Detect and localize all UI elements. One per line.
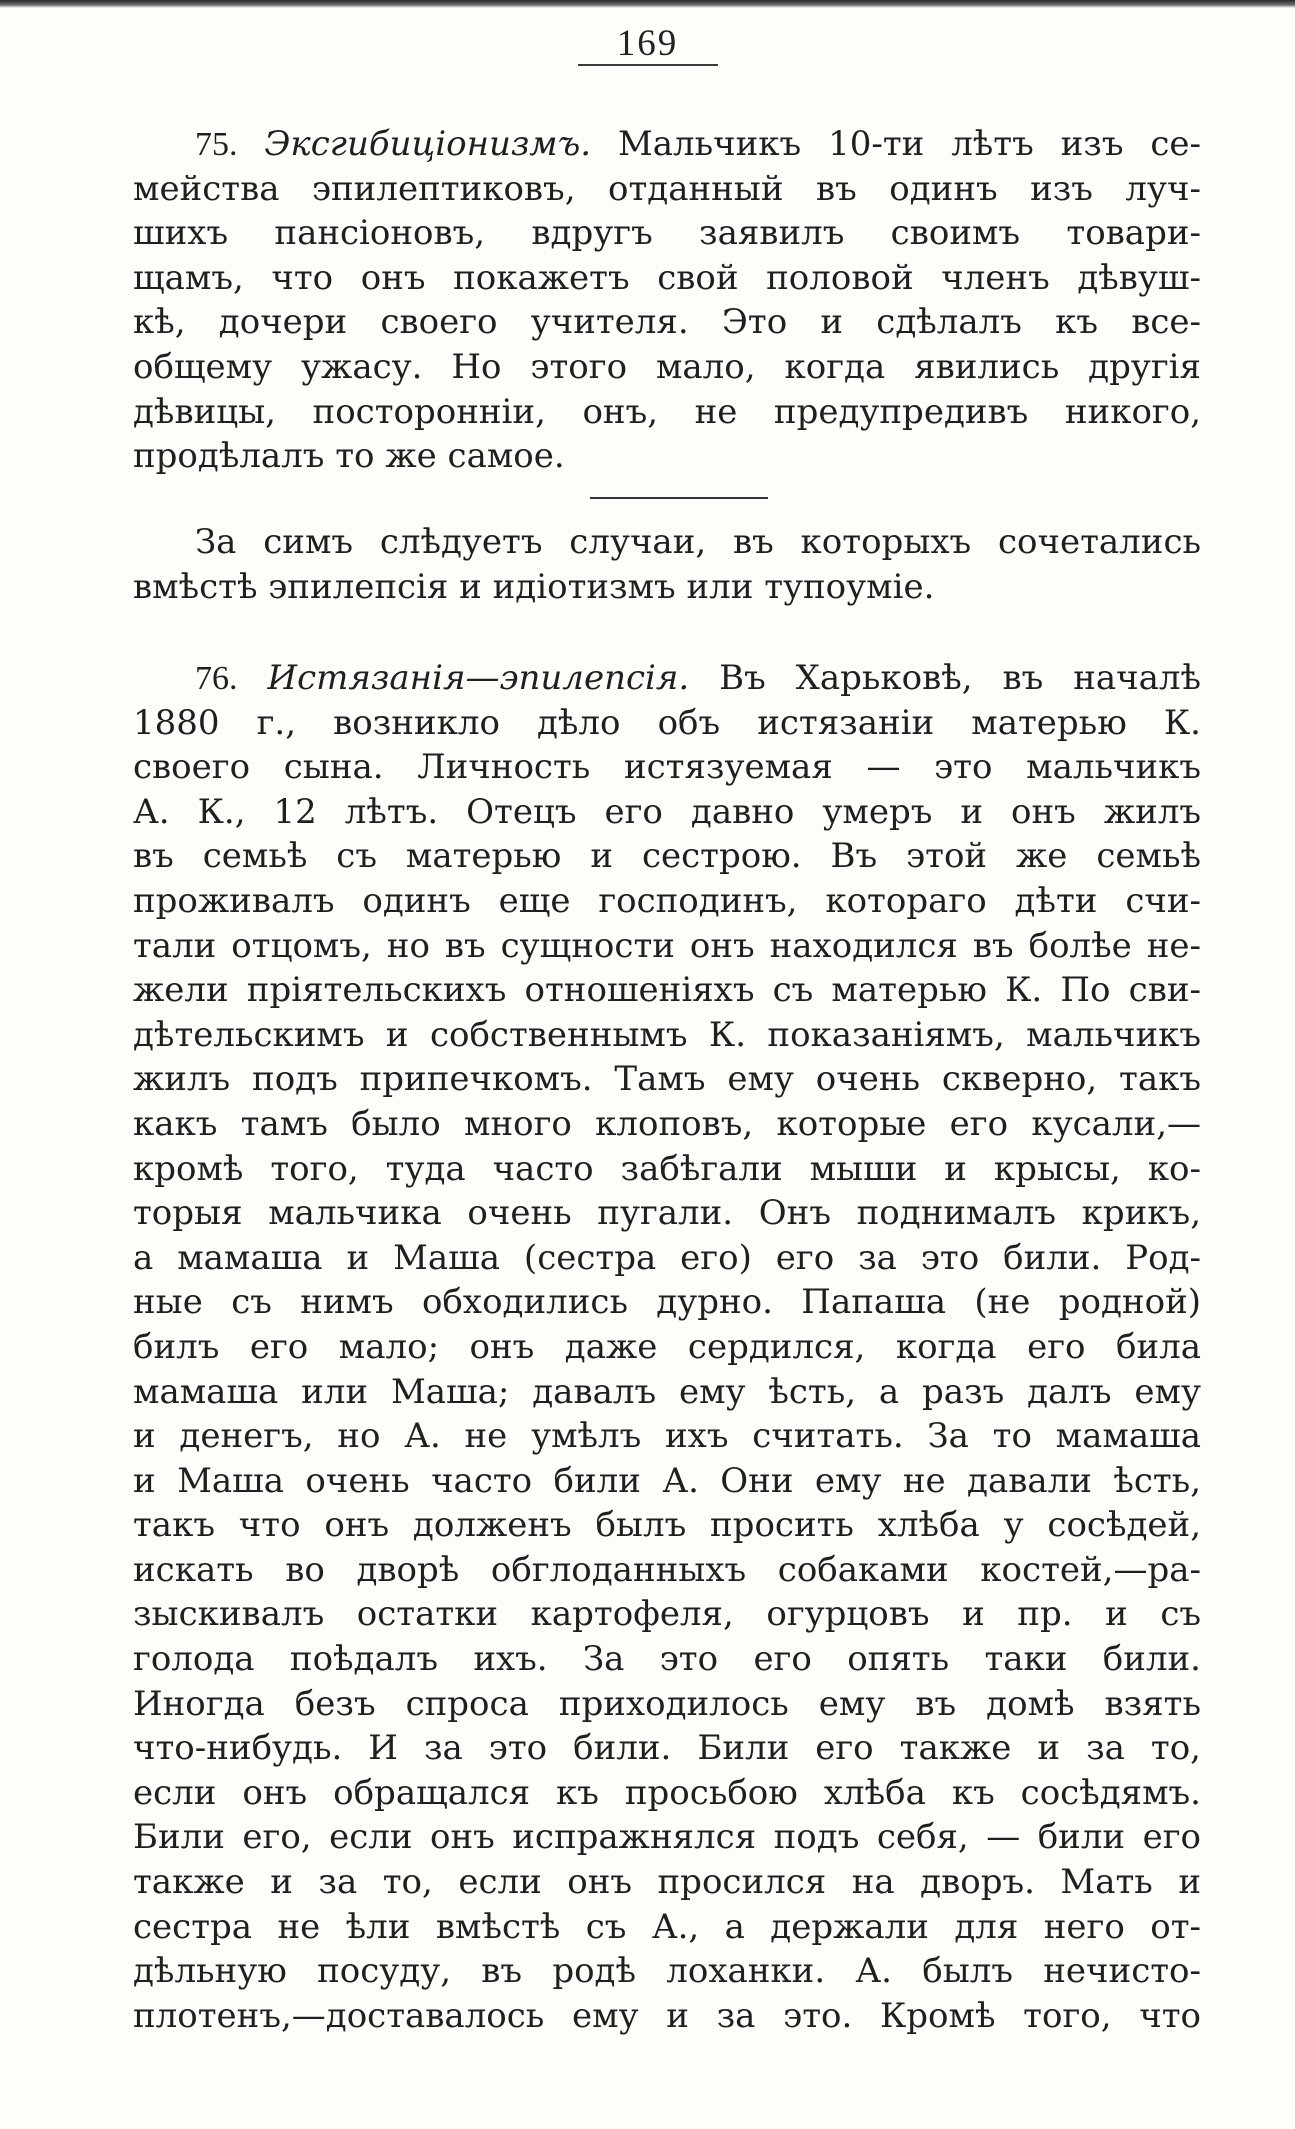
section-76-line: проживалъ одинъ еще господинъ, котораго дѣти счи-: [133, 880, 1201, 921]
section-76-line: ные съ нимъ обходились дурно. Папаша (не родной): [133, 1282, 1201, 1323]
section-75-line: кѣ, дочери своего учителя. Это и сдѣлалъ къ все-: [133, 302, 1201, 343]
section-76-line: жилъ подъ припечкомъ. Тамъ ему очень скверно, такъ: [133, 1059, 1201, 1100]
section-76-line: и денегъ, но А. не умѣлъ ихъ считать. За то мамаша: [133, 1416, 1201, 1457]
section-76-line: жели пріятельскихъ отношеніяхъ съ матерью К. По сви-: [133, 970, 1201, 1011]
section-76-line: а мамаша и Маша (сестра его) его за это били. Род-: [133, 1237, 1201, 1278]
section-75: [133, 122, 1201, 479]
section-75-line-1: [133, 122, 1201, 167]
section-75-text: Мальчикъ 10-ти лѣтъ изъ се-: [617, 124, 1202, 164]
section-75-line: шихъ пансіоновъ, вдругъ заявилъ своимъ товари-: [133, 213, 1201, 254]
section-76-line: если онъ обращался къ просьбою хлѣба къ сосѣдямъ.: [133, 1772, 1201, 1813]
intro-paragraph: [133, 520, 1201, 609]
section-76-line: Иногда безъ спроса приходилось ему въ домѣ взять: [133, 1683, 1201, 1724]
section-75-number: 75.: [195, 126, 238, 163]
page-top-edge: [0, 0, 1295, 8]
section-divider: [590, 497, 768, 499]
section-75-line: общему ужасу. Но этого мало, когда явились другія: [133, 346, 1201, 387]
section-76-line: искать во дворѣ обглоданныхъ собаками костей,—ра-: [133, 1549, 1201, 1590]
section-76-line: Били его, если онъ испражнялся подъ себя, — били его: [133, 1817, 1201, 1858]
section-76-line: дѣтельскимъ и собственнымъ К. показаніямъ, мальчикъ: [133, 1014, 1201, 1055]
section-76-line: А. К., 12 лѣтъ. Отецъ его давно умеръ и онъ жилъ: [133, 791, 1201, 832]
section-76-line: какъ тамъ было много клоповъ, которые его кусали,—: [133, 1103, 1201, 1144]
section-76-line: 1880 г., возникло дѣло объ истязаніи матерью К.: [133, 702, 1201, 743]
section-76-line: плотенъ,—доставалось ему и за это. Кромѣ того, что: [133, 1995, 1201, 2036]
section-76-line: и Маша очень часто били А. Они ему не давали ѣсть,: [133, 1460, 1201, 1501]
section-76-line: такъ что онъ долженъ былъ просить хлѣба у сосѣдей,: [133, 1505, 1201, 1546]
section-76-line: кромѣ того, туда часто забѣгали мыши и крысы, ко-: [133, 1148, 1201, 1189]
section-76-line: также и за то, если онъ просился на дворъ. Мать и: [133, 1862, 1201, 1903]
section-76-line: билъ его мало; онъ даже сердился, когда его била: [133, 1326, 1201, 1367]
section-76-line: зыскивалъ остатки картофеля, огурцовъ и пр. и съ: [133, 1594, 1201, 1635]
section-75-line: продѣлалъ то же самое.: [133, 436, 565, 477]
intro-line: вмѣстѣ эпилепсія и идіотизмъ или тупоуміе.: [133, 566, 935, 607]
section-76-line: въ семьѣ съ матерью и сестрою. Въ этой же семьѣ: [133, 836, 1201, 877]
section-76-number: 76.: [195, 660, 238, 697]
section-75-line: мейства эпилептиковъ, отданный въ одинъ изъ луч-: [133, 168, 1201, 209]
section-76: [133, 656, 1201, 2038]
section-76-title: Истязанія—эпилепсія.: [267, 658, 690, 698]
section-75-line: щамъ, что онъ покажетъ свой половой членъ дѣвуш-: [133, 257, 1201, 298]
section-76-line: мамаша или Маша; давалъ ему ѣсть, а разъ далъ ему: [133, 1371, 1201, 1412]
section-76-text: Въ Харьковѣ, въ началѣ: [719, 658, 1201, 698]
section-76-line: голода поѣдалъ ихъ. За это его опять таки били.: [133, 1639, 1201, 1680]
section-76-line: дѣльную посуду, въ родѣ лоханки. А. былъ нечисто-: [133, 1951, 1201, 1992]
section-75-line: дѣвицы, посторонніи, онъ, не предупредивъ никого,: [133, 391, 1201, 432]
section-76-line: своего сына. Личность истязуемая — это мальчикъ: [133, 747, 1201, 788]
section-76-line: что-нибудь. И за это били. Били его также и за то,: [133, 1728, 1201, 1769]
page-number-rule: [578, 64, 718, 66]
section-76-line: торыя мальчика очень пугали. Онъ поднималъ крикъ,: [133, 1193, 1201, 1234]
section-76-line: сестра не ѣли вмѣстѣ съ А., а держали для него от-: [133, 1906, 1201, 1947]
page-number: 169: [616, 23, 679, 64]
intro-line: За симъ слѣдуетъ случаи, въ которыхъ сочетались: [195, 522, 1201, 562]
section-76-line: тали отцомъ, но въ сущности онъ находился въ болѣе не-: [133, 925, 1201, 966]
section-76-line-1: [133, 656, 1201, 701]
section-75-title: Эксгибиціонизмъ.: [264, 124, 592, 164]
